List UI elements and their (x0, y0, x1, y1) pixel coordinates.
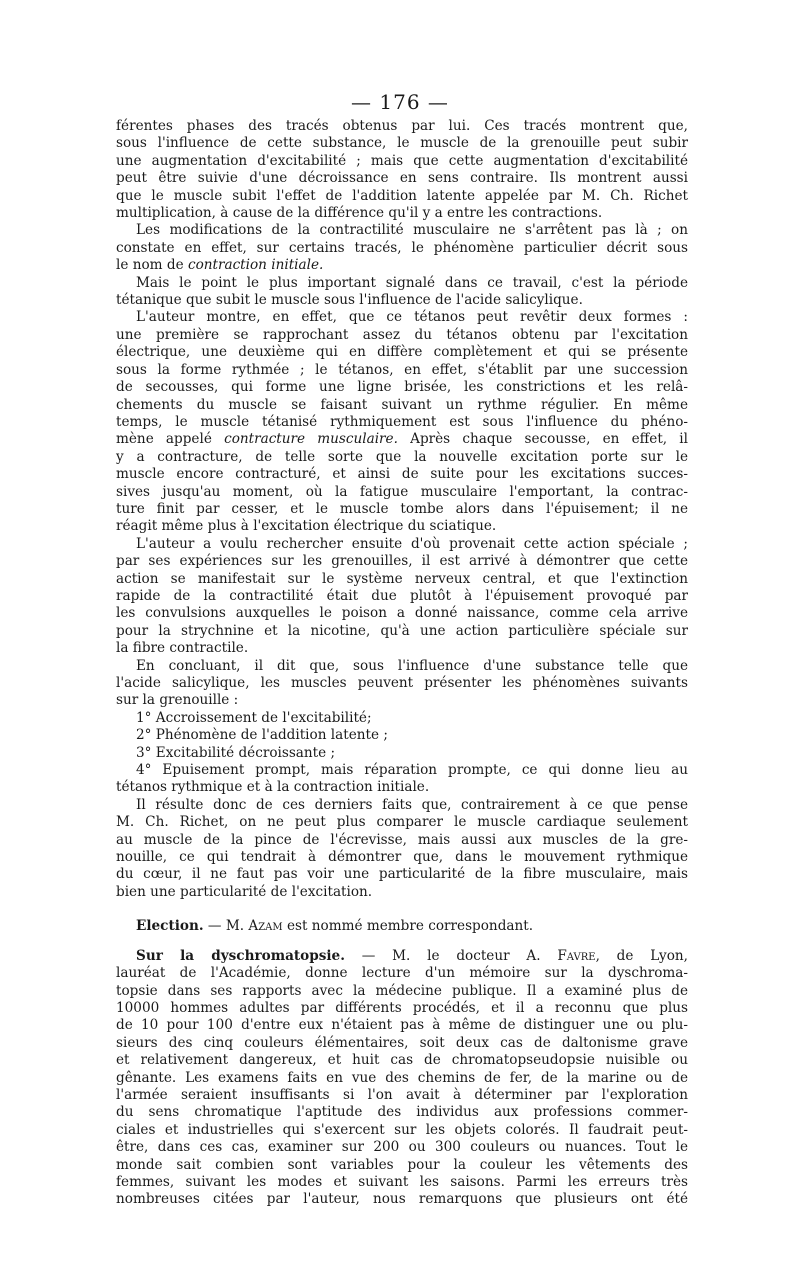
person-name: Azam (248, 918, 283, 935)
body-text (116, 118, 688, 1209)
text-line: l'acide salicylique, les muscles peuvent présenter les phénomènes suivants (116, 675, 688, 691)
text-fragment: — M. le docteur A. (361, 947, 541, 964)
italic-term: contracture musculaire. (224, 431, 398, 448)
text-line: pour la strychnine et la nicotine, qu'à une action particulière spéciale sur (116, 622, 688, 639)
text-fragment: est nommé membre correspondant. (286, 918, 534, 935)
text-line: ciales et industrielles qui s'exercent sur les objets colorés. Il faudrait peut- (116, 1121, 688, 1138)
text-fragment: Après chaque secousse, en effet, il (410, 431, 688, 448)
spacer (116, 901, 688, 918)
text-line: au muscle de la pince de l'écrevisse, mais aussi aux muscles de la gre- (116, 831, 688, 848)
spacer (116, 936, 688, 948)
text-line: ture finit par cesser, et le muscle tombe alors dans l'épuisement; il ne (116, 500, 688, 517)
text-line: Il résulte donc de ces derniers faits que, contrairement à ce que pense (136, 796, 688, 813)
italic-term: contraction initiale. (187, 257, 324, 274)
text-line: rapide de la contractilité était due plutôt à l'épuisement provoqué par (116, 587, 688, 604)
text-line (116, 948, 688, 965)
text-line: lauréat de l'Académie, donne lecture d'un mémoire sur la dyschroma- (116, 965, 688, 982)
text-line: du cœur, il ne faut pas voir une particularité de la fibre musculaire, mais (116, 866, 688, 883)
text-line: monde sait combien sont variables pour la couleur les vêtements des (116, 1156, 688, 1173)
list-item: 3° Excitabilité décroissante ; (136, 744, 336, 761)
text-line: une première se rapprochant assez du tétanos obtenu par l'excitation (116, 326, 688, 343)
text-line: constate en effet, sur certains tracés, le phénomène particulier décrit sous (116, 239, 688, 256)
text-line: y a contracture, de telle sorte que la nouvelle excitation porte sur le (116, 448, 688, 465)
text-line: l'armée seraient insuffisants si l'on avait à déterminer par l'exploration (116, 1086, 688, 1103)
section-title-election: Election. (136, 918, 204, 935)
text-line: de secousses, qui forme une ligne brisée, les constrictions et les relâ- (116, 379, 688, 396)
text-line: et relativement dangereux, et huit cas de chromatopseudopsie nuisible ou (116, 1052, 688, 1069)
text-line: la fibre contractile. (116, 640, 249, 657)
text-line: muscle encore contracturé, et ainsi de suite pour les excitations succes- (116, 466, 688, 483)
list-item: 1° Accroissement de l'excitabilité; (136, 709, 372, 726)
text-line: gênante. Les examens faits en vue des chemins de fer, de la marine ou de (116, 1069, 688, 1086)
text-line: réagit même plus à l'excitation électrique du sciatique. (116, 518, 497, 535)
text-line: Les modifications de la contractilité musculaire ne s'arrêtent pas là ; on (136, 222, 688, 239)
person-name: Favre (557, 947, 596, 964)
list-item: 4° Epuisement prompt, mais réparation prompte, ce qui donne lieu au (136, 762, 688, 779)
text-line (116, 257, 688, 274)
text-line: sous la forme rythmée ; le tétanos, en effet, s'établit par une succession (116, 361, 688, 378)
text-line: L'auteur montre, en effet, que ce tétanos peut revêtir deux formes : (136, 309, 688, 326)
text-line: que le muscle subit l'effet de l'addition latente appelée par M. Ch. Richet (116, 187, 688, 204)
text-line: chements du muscle se faisant suivant un rythme régulier. En même (116, 396, 688, 413)
text-line: M. Ch. Richet, on ne peut plus comparer le muscle cardiaque seulement (116, 814, 688, 831)
text-line: bien une particularité de l'excitation. (116, 883, 373, 900)
election-paragraph (116, 918, 688, 935)
text-line: 10000 hommes adultes par différents procédés, et il a reconnu que plus (116, 999, 688, 1016)
text-fragment: le nom de (116, 257, 184, 274)
text-line: Mais le point le plus important signalé dans ce travail, c'est la période (136, 274, 688, 291)
text-line: En concluant, il dit que, sous l'influence d'une substance telle que (136, 657, 688, 674)
text-line: du sens chromatique l'aptitude des individus aux professions commer- (116, 1104, 688, 1121)
text-line: de 10 pour 100 d'entre eux n'étaient pas à même de distinguer une ou plu- (116, 1017, 688, 1034)
text-fragment: mène appelé (116, 431, 212, 448)
text-line: sur la grenouille : (116, 692, 239, 709)
text-line: nouille, ce qui tendrait à démontrer que, dans le mouvement rythmique (116, 849, 688, 866)
page-number: — 176 — (351, 90, 449, 114)
text-line: femmes, suivant les modes et suivant les saisons. Parmi les erreurs très (116, 1173, 688, 1190)
text-line: temps, le muscle tétanisé rythmiquement est sous l'influence du phéno- (116, 413, 688, 430)
text-line: tétanique que subit le muscle sous l'influence de l'acide salicylique. (116, 292, 583, 309)
section-title-dyschromatopsie: Sur la dyschromatopsie. (136, 947, 345, 964)
text-line: électrique, une deuxième qui en diffère complètement et qui se présente (116, 344, 688, 361)
text-line: tétanos rythmique et à la contraction initiale. (116, 779, 430, 796)
text-line: sives jusqu'au moment, où la fatigue musculaire l'emportant, la contrac- (116, 483, 688, 500)
list-item: 2° Phénomène de l'addition latente ; (136, 727, 388, 744)
text-line: multiplication, à cause de la différence qu'il y a entre les contractions. (116, 205, 603, 222)
text-line (116, 431, 688, 448)
text-line: sous l'influence de cette substance, le muscle de la grenouille peut subir (116, 135, 688, 152)
text-line: action se manifestait sur le système nerveux central, et que l'extinction (116, 570, 688, 587)
text-line: les convulsions auxquelles le poison a donné naissance, comme cela arrive (116, 605, 688, 622)
text-line: une augmentation d'excitabilité ; mais que cette augmentation d'excitabilité (116, 152, 688, 169)
text-fragment: — M. (207, 918, 245, 935)
text-fragment: , de Lyon, (595, 947, 688, 964)
text-line: par ses expériences sur les grenouilles, il est arrivé à démontrer que cette (116, 553, 688, 570)
text-line: être, dans ces cas, examiner sur 200 ou 300 couleurs ou nuances. Tout le (116, 1139, 688, 1156)
text-line: sieurs des cinq couleurs élémentaires, soit deux cas de daltonisme grave (116, 1034, 688, 1051)
text-line: topsie dans ses rapports avec la médecine publique. Il a examiné plus de (116, 982, 688, 999)
text-line: L'auteur a voulu rechercher ensuite d'où provenait cette action spéciale ; (136, 535, 688, 552)
text-line: férentes phases des tracés obtenus par lui. Ces tracés montrent que, (116, 118, 688, 134)
text-line: nombreuses citées par l'auteur, nous remarquons que plusieurs ont été (116, 1191, 688, 1208)
text-line: peut être suivie d'une décroissance en sens contraire. Ils montrent aussi (116, 170, 688, 187)
